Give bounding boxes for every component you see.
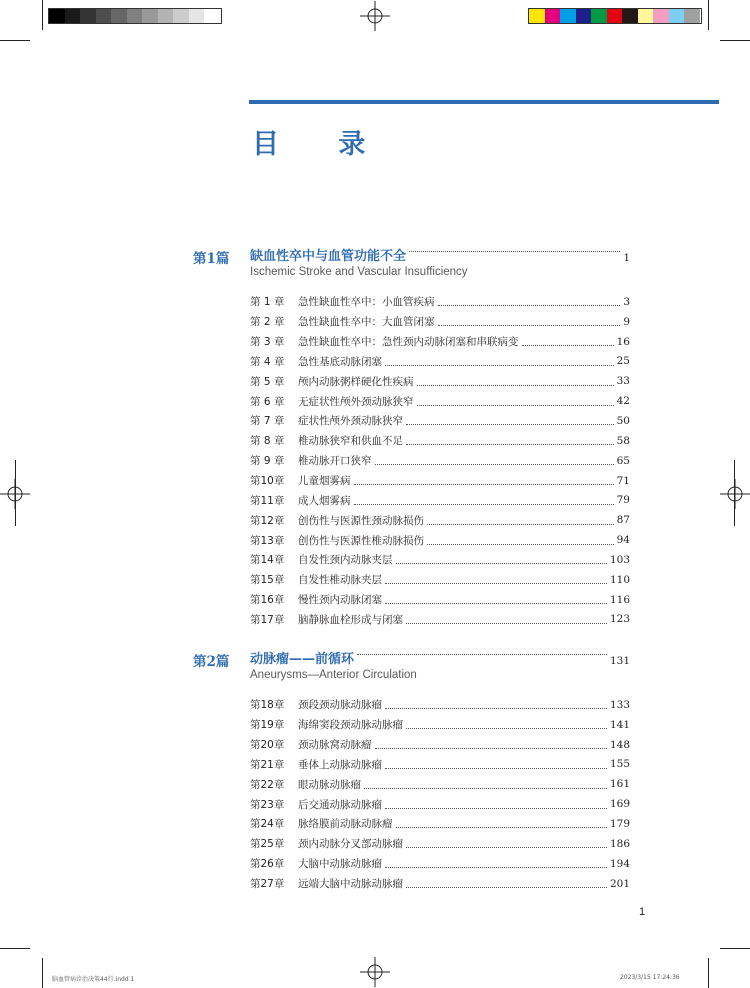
- crop-mark: [708, 958, 709, 988]
- chapter-page: 3: [623, 295, 630, 308]
- chapter-row[interactable]: [250, 550, 630, 570]
- chapter-number: 第13章: [250, 534, 285, 547]
- chapter-number: 第23章: [250, 798, 285, 811]
- chapter-page: 141: [609, 718, 630, 731]
- chapter-row[interactable]: [250, 292, 630, 312]
- chapter-number: 第20章: [250, 739, 285, 752]
- chapter-number: 第11章: [250, 494, 285, 507]
- leader-dots: [364, 788, 607, 789]
- chapter-page: 123: [609, 613, 630, 626]
- leader-dots: [406, 623, 607, 624]
- chapter-title: 椎动脉狭窄和供血不足: [298, 435, 403, 448]
- chapter-title: 颈动脉窝动脉瘤: [298, 739, 372, 752]
- crop-mark: [720, 948, 750, 949]
- chapter-page: 161: [609, 778, 630, 791]
- crop-mark: [42, 958, 43, 988]
- chapter-row[interactable]: [250, 715, 630, 735]
- chapter-row[interactable]: [250, 391, 630, 411]
- color-swatch: [204, 9, 220, 23]
- leader-dots: [385, 867, 607, 868]
- chapter-page: 194: [609, 857, 630, 870]
- chapter-number: 第26章: [250, 858, 285, 871]
- chapter-page: 133: [609, 698, 630, 711]
- chapter-page: 110: [609, 573, 630, 586]
- color-swatch: [545, 9, 561, 23]
- chapter-number: 第 5 章: [250, 375, 285, 388]
- chapter-number: 第27章: [250, 878, 285, 891]
- color-control-strip: [528, 8, 702, 24]
- chapter-row[interactable]: [250, 695, 630, 715]
- color-swatch: [142, 9, 158, 23]
- chapter-number: 第15章: [250, 574, 285, 587]
- color-swatch: [653, 9, 669, 23]
- chapter-title: 海绵窦段颈动脉动脉瘤: [298, 719, 403, 732]
- leader-dots: [522, 345, 614, 346]
- chapter-title: 成人烟雾病: [298, 494, 351, 507]
- chapter-number: 第16章: [250, 594, 285, 607]
- chapter-title: 急性缺血性卒中：大血管闭塞: [298, 316, 435, 329]
- chapter-number: 第 9 章: [250, 455, 285, 468]
- chapter-page: 155: [609, 758, 630, 771]
- gray-control-strip: [48, 8, 222, 24]
- chapter-row[interactable]: [250, 510, 630, 530]
- leader-dots: [406, 728, 607, 729]
- slug-filename: 脑血管病诊治决策44行.indd 1: [52, 976, 135, 983]
- part-title: 缺血性卒中与血管功能不全: [250, 249, 407, 264]
- chapter-title: 大脑中动脉动脉瘤: [298, 858, 382, 871]
- leader-dots: [385, 583, 607, 584]
- color-swatch: [638, 9, 654, 23]
- leader-dots: [427, 524, 614, 525]
- chapter-title: 创伤性与医源性颈动脉损伤: [298, 514, 424, 527]
- chapter-page: 50: [616, 414, 630, 427]
- color-swatch: [127, 9, 143, 23]
- chapter-row[interactable]: [250, 371, 630, 391]
- chapter-page: 79: [616, 494, 630, 507]
- chapter-title: 眼动脉动脉瘤: [298, 778, 361, 791]
- leader-dots: [385, 365, 614, 366]
- color-swatch: [607, 9, 623, 23]
- crop-mark: [0, 40, 30, 41]
- leader-dots: [385, 708, 607, 709]
- color-swatch: [684, 9, 700, 23]
- leader-dots: [417, 405, 614, 406]
- leader-dots: [396, 827, 607, 828]
- registration-mark-right: [720, 479, 750, 509]
- part-page: 1: [623, 252, 630, 264]
- chapter-title: 后交通动脉动脉瘤: [298, 798, 382, 811]
- chapter-number: 第19章: [250, 719, 285, 732]
- chapter-row[interactable]: [250, 834, 630, 854]
- chapter-title: 慢性颈内动脉闭塞: [298, 594, 382, 607]
- chapter-page: 94: [616, 534, 630, 547]
- color-swatch: [189, 9, 205, 23]
- chapter-number: 第12章: [250, 514, 285, 527]
- leader-dots: [438, 325, 621, 326]
- chapter-title: 椎动脉开口狭窄: [298, 455, 372, 468]
- chapter-number: 第24章: [250, 818, 285, 831]
- chapter-page: 42: [616, 395, 630, 408]
- registration-mark-top: [360, 1, 390, 31]
- chapter-row[interactable]: [250, 590, 630, 610]
- chapter-title: 颈段颈动脉动脉瘤: [298, 699, 382, 712]
- leader-dots: [406, 847, 607, 848]
- crop-mark: [734, 460, 735, 526]
- leader-dots: [406, 444, 614, 445]
- page-title: 目 录: [252, 129, 391, 160]
- color-swatch: [158, 9, 174, 23]
- chapter-page: 25: [616, 355, 630, 368]
- chapter-number: 第14章: [250, 554, 285, 567]
- leader-dots: [406, 887, 607, 888]
- chapter-page: 186: [609, 837, 630, 850]
- chapter-title: 急性基底动脉闭塞: [298, 355, 382, 368]
- chapter-row[interactable]: [250, 854, 630, 874]
- leader-dots: [385, 808, 607, 809]
- leader-dots: [375, 748, 607, 749]
- chapter-page: 9: [623, 315, 630, 328]
- chapter-number: 第21章: [250, 758, 285, 771]
- leader-dots: [438, 305, 621, 306]
- part-label: 第2篇: [193, 654, 230, 670]
- chapter-row[interactable]: [250, 610, 630, 630]
- chapter-title: 脑静脉血栓形成与闭塞: [298, 613, 403, 626]
- chapter-page: 148: [609, 738, 630, 751]
- leader-dots: [409, 251, 620, 252]
- chapter-row[interactable]: [250, 874, 630, 894]
- chapter-row[interactable]: [250, 411, 630, 431]
- chapter-number: 第10章: [250, 475, 285, 488]
- chapter-title: 颈内动脉分叉部动脉瘤: [298, 838, 403, 851]
- chapter-page: 103: [609, 553, 630, 566]
- chapter-row[interactable]: [250, 530, 630, 550]
- crop-mark: [720, 40, 750, 41]
- page-number: 1: [639, 906, 646, 918]
- chapter-list: [250, 695, 630, 893]
- leader-dots: [406, 424, 614, 425]
- chapter-title: 自发性颈内动脉夹层: [298, 554, 393, 567]
- color-swatch: [669, 9, 685, 23]
- chapter-page: 58: [616, 434, 630, 447]
- part-title: 动脉瘤——前循环: [250, 652, 355, 667]
- chapter-number: 第 6 章: [250, 395, 285, 408]
- leader-dots: [396, 563, 607, 564]
- color-swatch: [560, 9, 576, 23]
- chapter-page: 65: [616, 454, 630, 467]
- chapter-title: 儿童烟雾病: [298, 475, 351, 488]
- leader-dots: [354, 504, 614, 505]
- leader-dots: [385, 603, 607, 604]
- chapter-number: 第22章: [250, 778, 285, 791]
- chapter-page: 87: [616, 514, 630, 527]
- part-subtitle: Ischemic Stroke and Vascular Insufficiency: [250, 266, 468, 278]
- part-heading[interactable]: [250, 246, 630, 264]
- chapter-number: 第 1 章: [250, 296, 285, 309]
- color-swatch: [96, 9, 112, 23]
- color-swatch: [529, 9, 545, 23]
- chapter-page: 179: [609, 817, 630, 830]
- chapter-row[interactable]: [250, 471, 630, 491]
- chapter-row[interactable]: [250, 451, 630, 471]
- crop-mark: [708, 0, 709, 30]
- chapter-number: 第 3 章: [250, 336, 285, 349]
- color-swatch: [622, 9, 638, 23]
- chapter-number: 第18章: [250, 699, 285, 712]
- leader-dots: [427, 544, 614, 545]
- chapter-page: 71: [616, 474, 630, 487]
- chapter-row[interactable]: [250, 755, 630, 775]
- chapter-number: 第17章: [250, 613, 285, 626]
- chapter-page: 33: [616, 375, 630, 388]
- registration-mark-bottom: [360, 957, 390, 987]
- crop-mark: [42, 0, 43, 30]
- chapter-page: 169: [609, 798, 630, 811]
- chapter-row[interactable]: [250, 814, 630, 834]
- color-swatch: [80, 9, 96, 23]
- chapter-row[interactable]: [250, 312, 630, 332]
- color-swatch: [591, 9, 607, 23]
- chapter-title: 远端大脑中动脉动脉瘤: [298, 878, 403, 891]
- part-heading[interactable]: [250, 649, 630, 667]
- color-swatch: [65, 9, 81, 23]
- part-label: 第1篇: [193, 251, 230, 267]
- slug-timestamp: 2023/3/15 17:24:36: [620, 974, 680, 981]
- chapter-page: 116: [609, 593, 630, 606]
- leader-dots: [417, 385, 614, 386]
- chapter-page: 201: [609, 877, 630, 890]
- part-subtitle: Aneurysms—Anterior Circulation: [250, 669, 417, 681]
- color-swatch: [173, 9, 189, 23]
- chapter-row[interactable]: [250, 431, 630, 451]
- chapter-title: 颅内动脉粥样硬化性疾病: [298, 375, 414, 388]
- chapter-list: [250, 292, 630, 629]
- part-page: 131: [609, 655, 630, 667]
- color-swatch: [576, 9, 592, 23]
- chapter-number: 第25章: [250, 838, 285, 851]
- chapter-title: 急性缺血性卒中：急性颈内动脉闭塞和串联病变: [298, 336, 519, 349]
- chapter-title: 症状性颅外颈动脉狭窄: [298, 415, 403, 428]
- leader-dots: [375, 464, 614, 465]
- color-swatch: [49, 9, 65, 23]
- leader-dots: [357, 654, 607, 655]
- chapter-page: 16: [616, 335, 630, 348]
- header-rule: [249, 100, 719, 104]
- crop-mark: [15, 460, 16, 526]
- chapter-number: 第 4 章: [250, 355, 285, 368]
- chapter-row[interactable]: [250, 735, 630, 755]
- chapter-row[interactable]: [250, 332, 630, 352]
- chapter-row[interactable]: [250, 352, 630, 372]
- chapter-title: 脉络膜前动脉动脉瘤: [298, 818, 393, 831]
- chapter-row[interactable]: [250, 774, 630, 794]
- chapter-row[interactable]: [250, 570, 630, 590]
- chapter-title: 自发性椎动脉夹层: [298, 574, 382, 587]
- chapter-number: 第 2 章: [250, 316, 285, 329]
- chapter-row[interactable]: [250, 794, 630, 814]
- chapter-number: 第 8 章: [250, 435, 285, 448]
- leader-dots: [354, 484, 614, 485]
- crop-mark: [0, 948, 30, 949]
- chapter-row[interactable]: [250, 490, 630, 510]
- chapter-number: 第 7 章: [250, 415, 285, 428]
- chapter-title: 垂体上动脉动脉瘤: [298, 758, 382, 771]
- color-swatch: [111, 9, 127, 23]
- chapter-title: 无症状性颅外颈动脉狭窄: [298, 395, 414, 408]
- leader-dots: [385, 768, 607, 769]
- chapter-title: 创伤性与医源性椎动脉损伤: [298, 534, 424, 547]
- chapter-title: 急性缺血性卒中：小血管疾病: [298, 296, 435, 309]
